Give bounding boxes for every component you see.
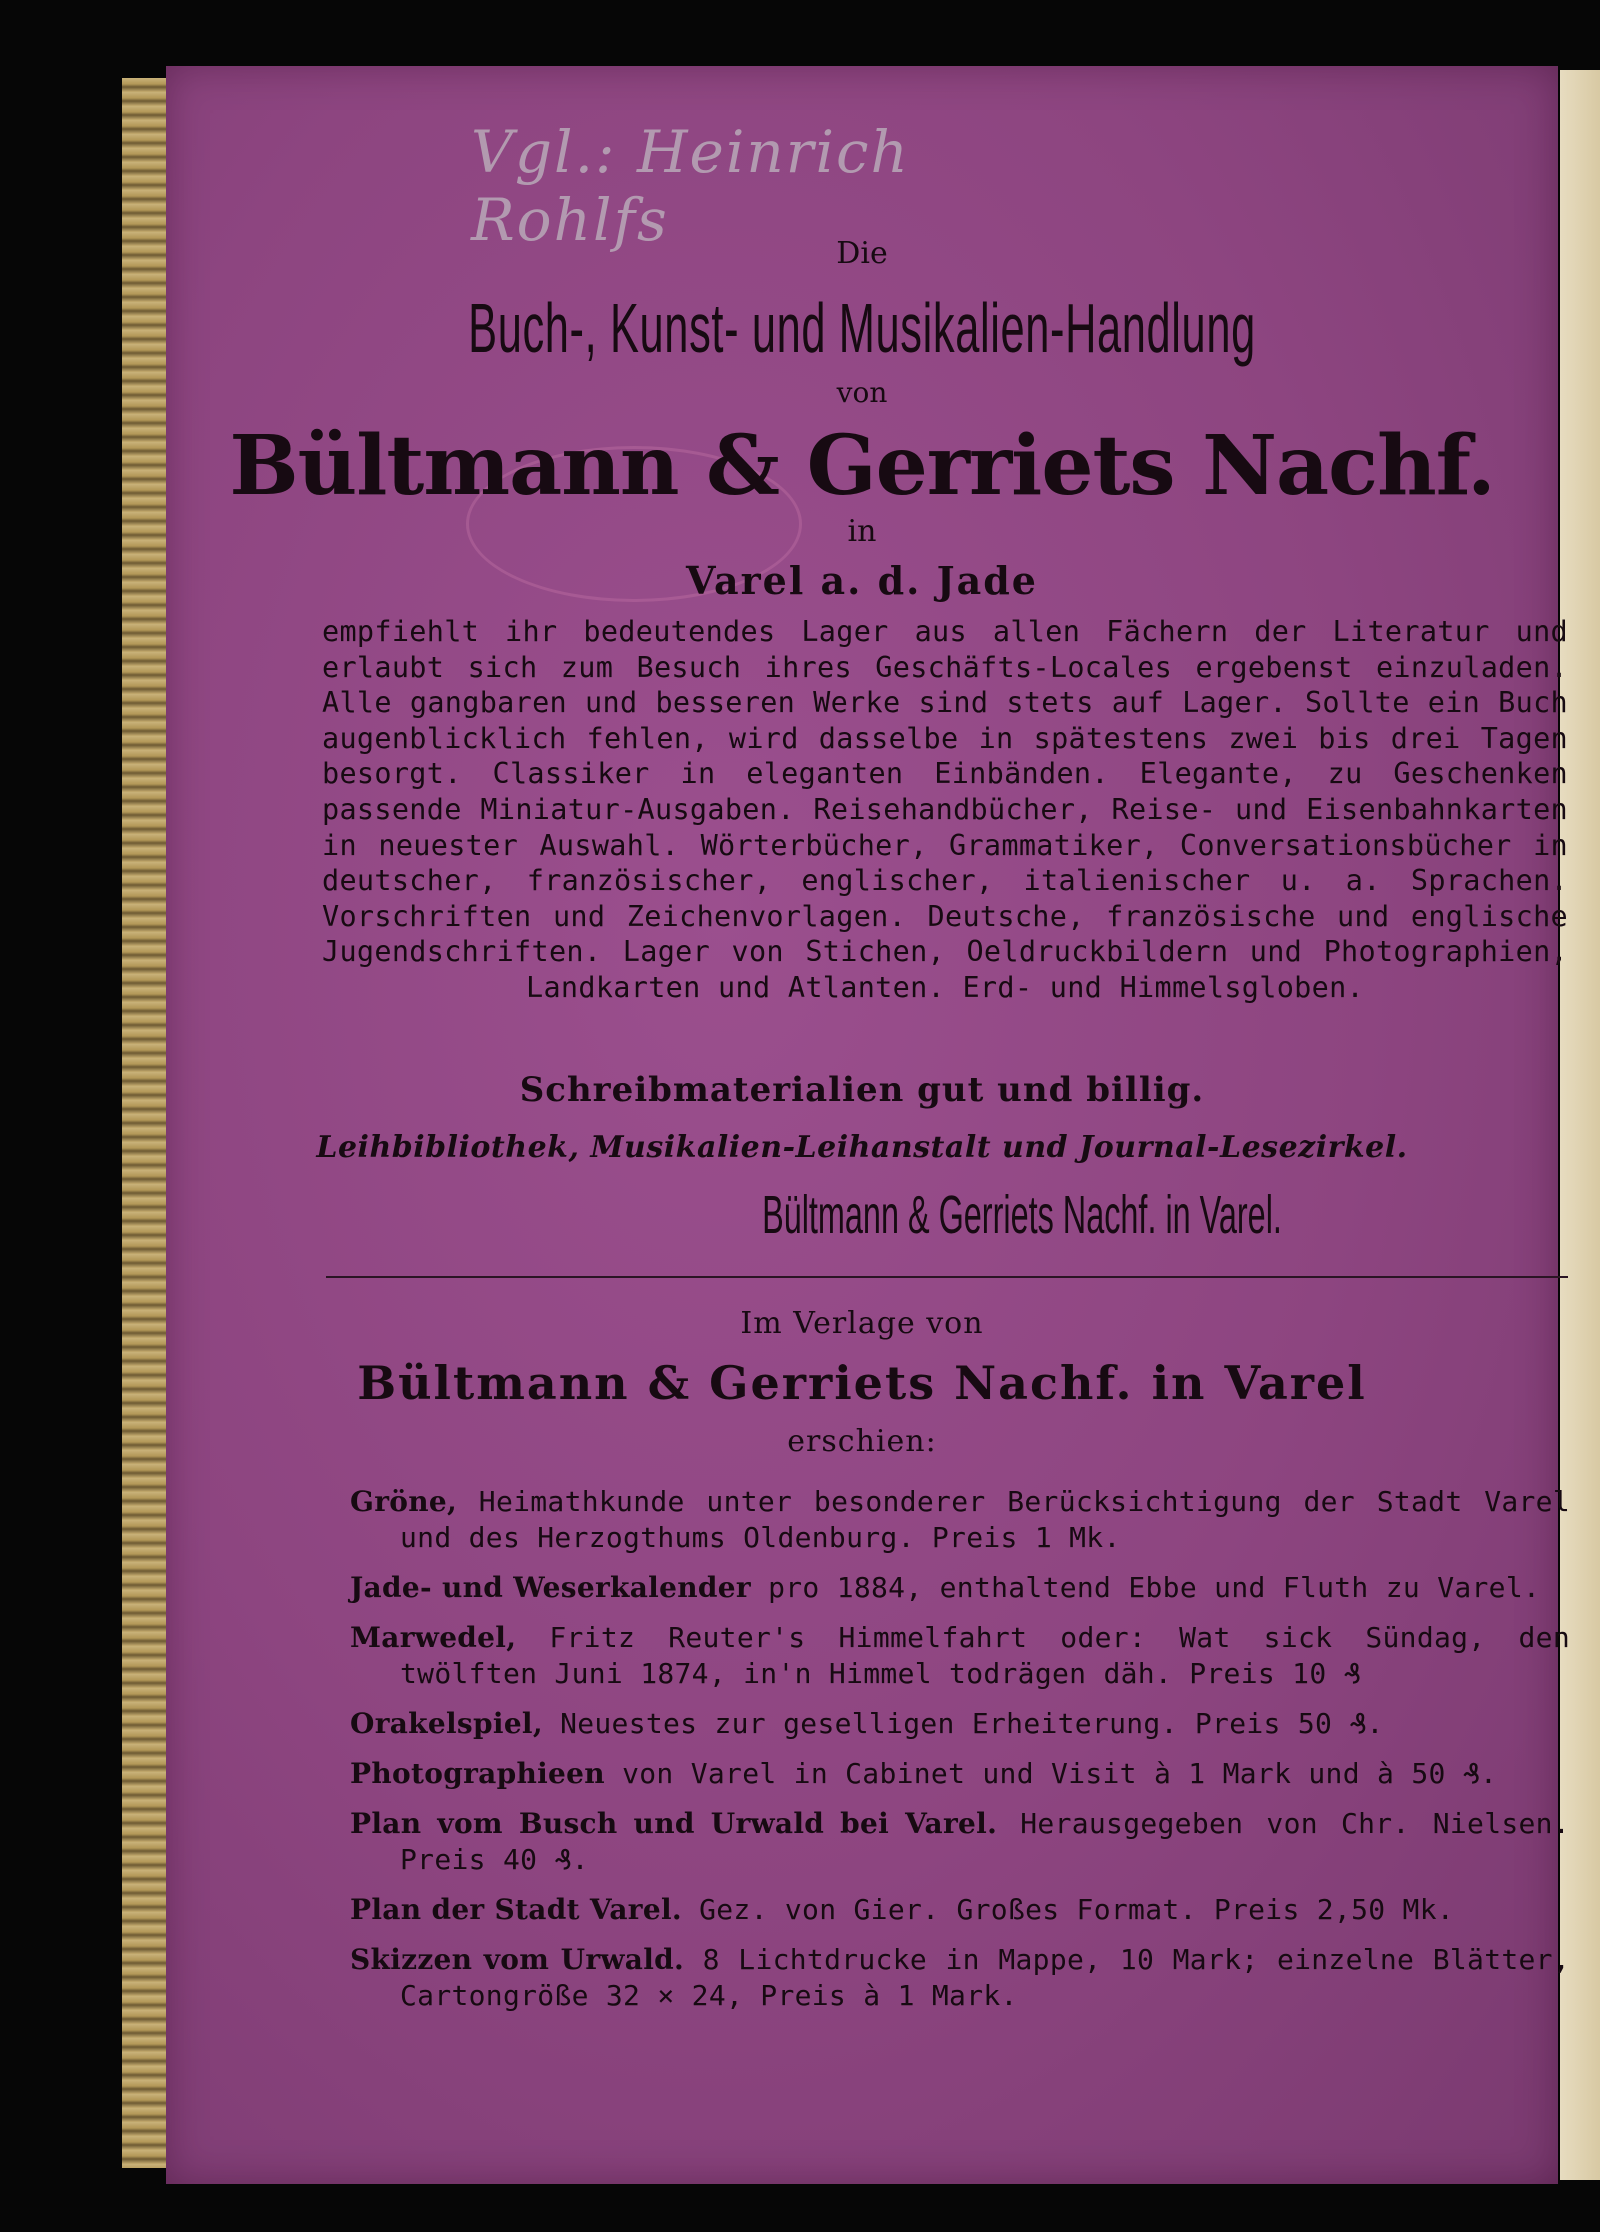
cover-page (166, 66, 1570, 2184)
entry-text: von Varel in Cabinet und Visit à 1 Mark und à 50 ₰. (604, 1757, 1498, 1790)
city-name: Varel a. d. Jade (686, 558, 1038, 603)
list-item (350, 1806, 1570, 1878)
entry-title: Plan vom Busch und Urwald bei Varel. (350, 1807, 998, 1840)
entry-title: Jade- und Weserkalender (350, 1571, 751, 1604)
schreibmaterialien-line: Schreibmaterialien gut und billig. (519, 1070, 1205, 1110)
entry-text: Gez. von Gier. Großes Format. Preis 2,50 Mk. (681, 1893, 1455, 1926)
firm-name: Bültmann & Gerriets Nachf. (229, 418, 1495, 514)
entry-text: pro 1884, enthaltend Ebbe und Fluth zu Varel. (750, 1571, 1541, 1604)
list-item (350, 1756, 1570, 1792)
verlag-firm: Bültmann & Gerriets Nachf. in Varel (357, 1356, 1367, 1410)
entry-title: Photographieen (350, 1757, 605, 1790)
entry-title: Skizzen vom Urwald. (350, 1943, 685, 1976)
header-die: Die (836, 236, 888, 271)
list-item (350, 1942, 1570, 2014)
header-title: Buch-, Kunst- und Musikalien-Handlung (468, 289, 1256, 367)
entry-title: Marwedel, (350, 1621, 517, 1654)
verlag-erschien: erschien: (787, 1424, 937, 1459)
list-item (350, 1570, 1570, 1606)
entry-title: Plan der Stadt Varel. (350, 1893, 682, 1926)
publication-list (350, 1484, 1570, 2028)
advert-body: empfiehlt ihr bedeutendes Lager aus allen Fächern der Literatur und erlaubt sich zum Besuch ihres Geschäfts-Locales ergebenst einzuladen. Alle gangbaren und besseren Werke sind stets auf Lager. Sollte ein Buch augenblicklich fehlen, wird dasselbe in spätestens zwei bis drei Tagen besorgt. Classiker in eleganten Einbänden. Elegante, zu Geschenken passende Miniatur-Ausgaben. Reisehandbücher, Reise- und Eisenbahnkarten in neuester Auswahl. Wörterbücher, Grammatiker, Conversationsbücher in deutscher, französischer, englischer, italienischer u. a. Sprachen. Vorschriften und Zeichenvorlagen. Deutsche, französische und englische Jugendschriften. Lager von Stichen, Oeldruckbildern und Photographien, Landkarten und Atlanten. Erd- und Himmelsgloben. (322, 615, 1568, 1004)
list-item (350, 1620, 1570, 1692)
firm-signature: Bültmann & Gerriets Nachf. in Varel. (762, 1185, 1282, 1245)
divider-rule (326, 1276, 1568, 1278)
handwritten-note: Vgl.: Heinrich Rohlfs (471, 118, 910, 254)
list-item (350, 1892, 1570, 1928)
entry-text: Fritz Reuter's Himmelfahrt oder: Wat sick Sündag, den twölften Juni 1874, in'n Himmel todrägen däh. Preis 10 ₰ (400, 1621, 1570, 1690)
entry-text: Herausgegeben von Chr. Nielsen. Preis 40 ₰. (400, 1807, 1570, 1876)
list-item (350, 1484, 1570, 1556)
verlag-intro: Im Verlage von (740, 1306, 984, 1341)
entry-title: Gröne, (350, 1485, 458, 1518)
entry-title: Orakelspiel, (350, 1707, 543, 1740)
leihbibliothek-line: Leihbibliothek, Musikalien-Leihanstalt und Journal-Lesezirkel. (316, 1130, 1408, 1165)
header-von: von (836, 376, 888, 409)
header-in: in (847, 514, 877, 549)
entry-text: 8 Lichtdrucke in Mappe, 10 Mark; einzelne Blätter, Cartongröße 32 × 24, Preis à 1 Mark. (400, 1943, 1570, 2012)
entry-text: Heimathkunde unter besonderer Berücksichtigung der Stadt Varel und des Herzogthums Oldenburg. Preis 1 Mk. (400, 1485, 1570, 1554)
entry-text: Neuestes zur geselligen Erheiterung. Preis 50 ₰. (542, 1707, 1384, 1740)
list-item (350, 1706, 1570, 1742)
